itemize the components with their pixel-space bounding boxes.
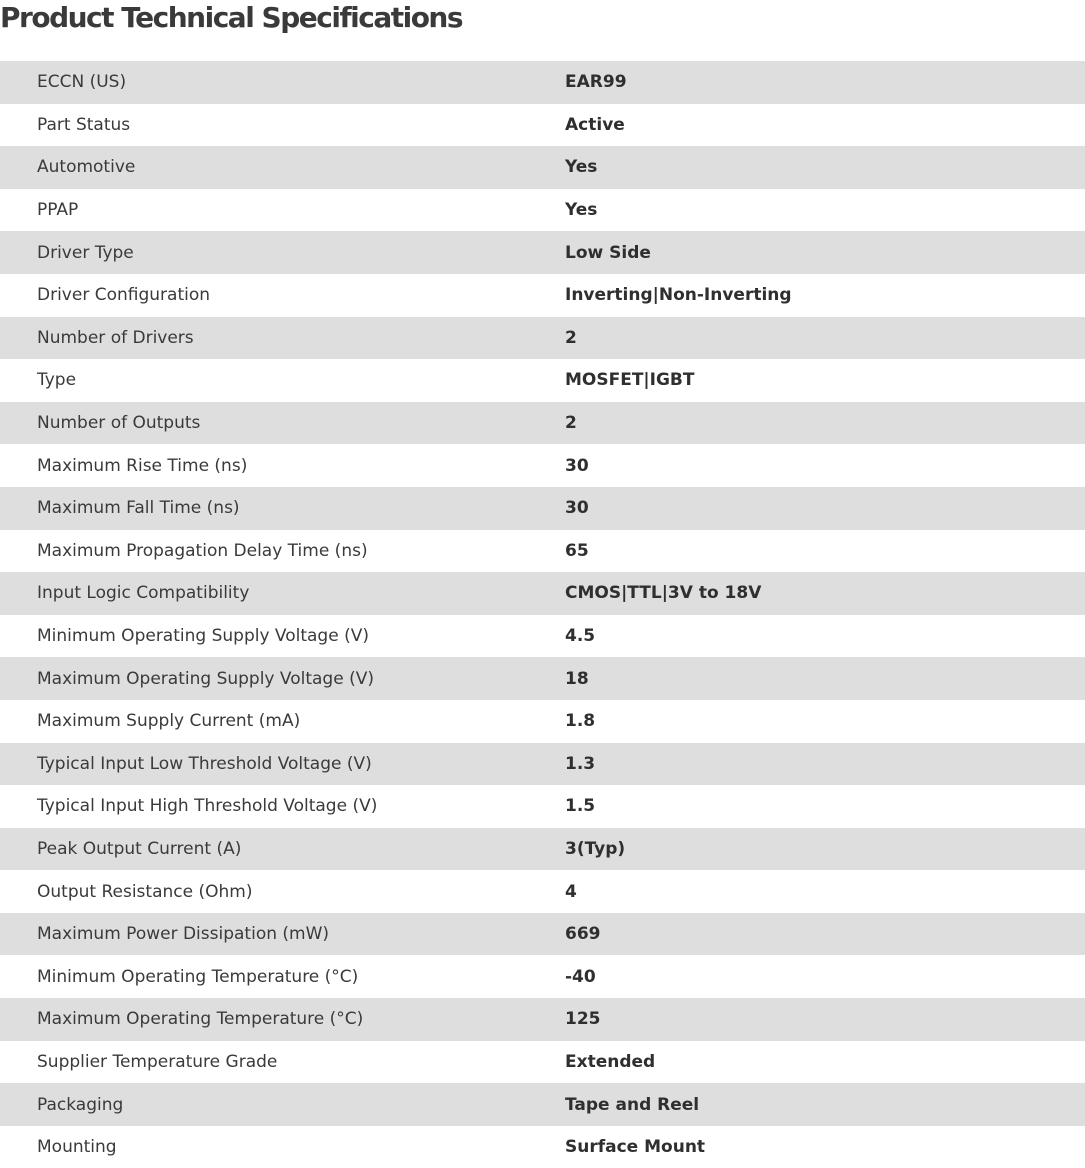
spec-label: Minimum Operating Temperature (°C): [37, 966, 359, 987]
spec-label: Type: [37, 370, 77, 391]
spec-value: MOSFET|IGBT: [565, 370, 695, 391]
spec-label: Driver Configuration: [37, 285, 211, 306]
spec-row: [0, 615, 1085, 658]
spec-value: 1.8: [565, 711, 596, 732]
spec-label: Output Resistance (Ohm): [37, 881, 253, 902]
spec-label: Driver Type: [37, 242, 134, 263]
spec-value: Low Side: [565, 242, 651, 263]
spec-row: [0, 1083, 1085, 1126]
spec-value: Yes: [565, 200, 598, 221]
spec-value: 4: [565, 881, 577, 902]
spec-label: ECCN (US): [37, 72, 127, 93]
spec-value: Yes: [565, 157, 598, 178]
spec-value: 1.5: [565, 796, 596, 817]
spec-value: 1.3: [565, 753, 596, 774]
spec-label: Input Logic Compatibility: [37, 583, 250, 604]
spec-row: [0, 231, 1085, 274]
spec-row: [0, 657, 1085, 700]
spec-value: 125: [565, 1009, 601, 1030]
spec-label: Number of Outputs: [37, 413, 201, 434]
spec-row: [0, 913, 1085, 956]
spec-row: [0, 1126, 1085, 1168]
spec-value: 65: [565, 540, 589, 561]
spec-value: Tape and Reel: [565, 1094, 700, 1115]
spec-table: [0, 61, 1085, 1168]
spec-label: Number of Drivers: [37, 327, 194, 348]
spec-row: [0, 955, 1085, 998]
spec-label: Maximum Operating Supply Voltage (V): [37, 668, 374, 689]
spec-row: [0, 189, 1085, 232]
spec-row: [0, 743, 1085, 786]
spec-row: [0, 104, 1085, 147]
spec-label: Packaging: [37, 1094, 124, 1115]
spec-label: Typical Input Low Threshold Voltage (V): [37, 753, 372, 774]
spec-row: [0, 870, 1085, 913]
spec-label: Mounting: [37, 1137, 117, 1158]
spec-row: [0, 785, 1085, 828]
spec-label: Maximum Supply Current (mA): [37, 711, 301, 732]
spec-value: Active: [565, 114, 625, 135]
spec-row: [0, 1041, 1085, 1084]
spec-value: CMOS|TTL|3V to 18V: [565, 583, 762, 604]
spec-value: Surface Mount: [565, 1137, 706, 1158]
spec-row: [0, 828, 1085, 871]
spec-value: Inverting|Non-Inverting: [565, 285, 792, 306]
spec-label: Maximum Propagation Delay Time (ns): [37, 540, 368, 561]
spec-label: Part Status: [37, 114, 131, 135]
spec-value: Extended: [565, 1051, 656, 1072]
spec-label: Maximum Rise Time (ns): [37, 455, 248, 476]
spec-label: Supplier Temperature Grade: [37, 1051, 278, 1072]
spec-value: 669: [565, 924, 601, 945]
spec-row: [0, 317, 1085, 360]
spec-label: Maximum Operating Temperature (°C): [37, 1009, 364, 1030]
spec-row: [0, 700, 1085, 743]
spec-row: [0, 444, 1085, 487]
spec-value: 18: [565, 668, 589, 689]
spec-row: [0, 487, 1085, 530]
spec-value: 4.5: [565, 626, 596, 647]
spec-row: [0, 274, 1085, 317]
spec-row: [0, 359, 1085, 402]
spec-value: 30: [565, 455, 589, 476]
spec-row: [0, 61, 1085, 104]
spec-row: [0, 572, 1085, 615]
spec-label: Automotive: [37, 157, 136, 178]
spec-label: Maximum Fall Time (ns): [37, 498, 240, 519]
spec-label: Typical Input High Threshold Voltage (V): [37, 796, 378, 817]
spec-value: 2: [565, 327, 577, 348]
spec-label: PPAP: [37, 200, 79, 221]
spec-row: [0, 146, 1085, 189]
spec-label: Maximum Power Dissipation (mW): [37, 924, 330, 945]
spec-row: [0, 998, 1085, 1041]
spec-label: Peak Output Current (A): [37, 838, 242, 859]
spec-row: [0, 530, 1085, 573]
spec-label: Minimum Operating Supply Voltage (V): [37, 626, 369, 647]
spec-value: EAR99: [565, 72, 627, 93]
page-title: Product Technical Specifications: [0, 1, 463, 34]
spec-value: -40: [565, 966, 596, 987]
spec-value: 2: [565, 413, 577, 434]
spec-value: 3(Typ): [565, 838, 626, 859]
spec-value: 30: [565, 498, 589, 519]
spec-row: [0, 402, 1085, 445]
